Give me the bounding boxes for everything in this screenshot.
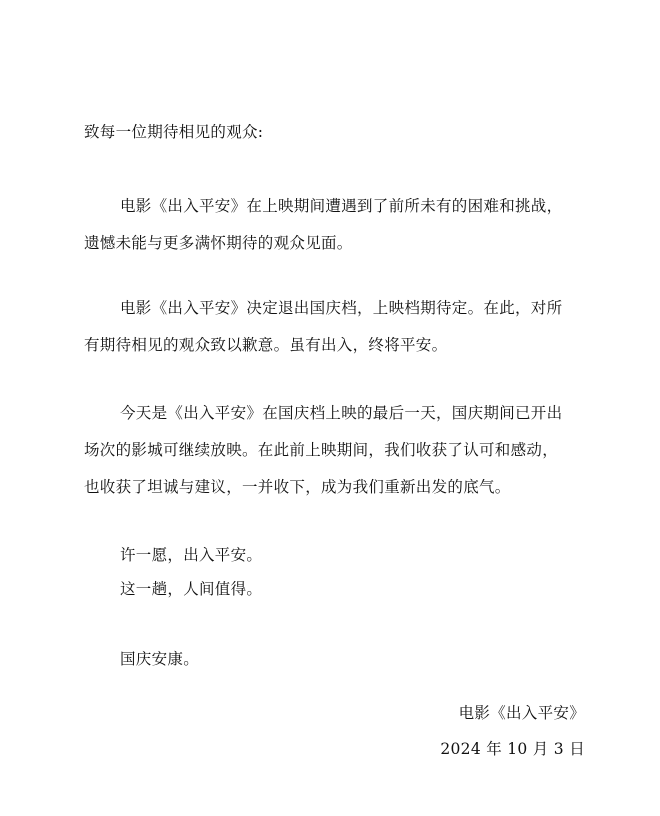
salutation: 致每一位期待相见的观众: xyxy=(84,123,264,141)
signature: 电影《出入平安》 xyxy=(458,704,585,722)
paragraph-2-line-1: 电影《出入平安》决定退出国庆档，上映档期待定。在此，对所 xyxy=(120,299,563,317)
wish-line-2: 这一趟，人间值得。 xyxy=(120,580,263,598)
wish-line-1: 许一愿，出入平安。 xyxy=(120,546,263,564)
paragraph-1-line-1: 电影《出入平安》在上映期间遭遇到了前所未有的困难和挑战， xyxy=(120,197,563,215)
paragraph-2-line-2: 有期待相见的观众致以歉意。虽有出入，终将平安。 xyxy=(84,336,448,354)
holiday-greeting: 国庆安康。 xyxy=(120,650,200,668)
paragraph-1-line-2: 遗憾未能与更多满怀期待的观众见面。 xyxy=(84,234,353,252)
signature-date: 2024 年 10 月 3 日 xyxy=(440,740,585,758)
paragraph-3-line-2: 场次的影城可继续放映。在此前上映期间，我们收获了认可和感动， xyxy=(84,441,559,459)
paragraph-3-line-3: 也收获了坦诚与建议，一并收下，成为我们重新出发的底气。 xyxy=(84,478,511,496)
paragraph-3-line-1: 今天是《出入平安》在国庆档上映的最后一天，国庆期间已开出 xyxy=(120,404,563,422)
